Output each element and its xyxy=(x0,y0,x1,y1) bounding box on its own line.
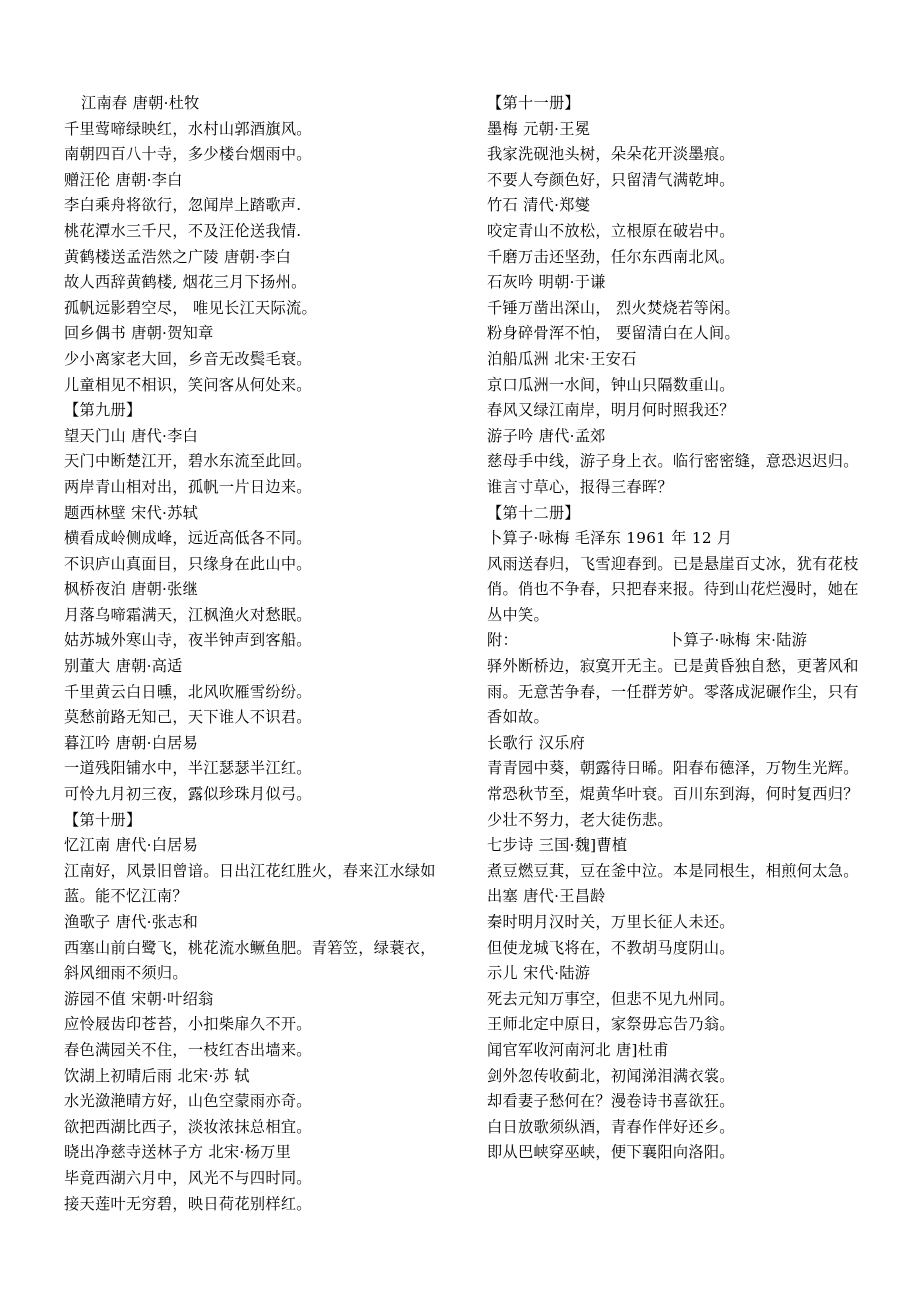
text-line: 接天莲叶无穷碧，映日荷花别样红。 xyxy=(64,1194,312,1213)
text-line: 【第十二册】 xyxy=(487,503,580,522)
text-line: 望天门山 唐代·李白 xyxy=(64,426,199,445)
text-line: 可怜九月初三夜，露似珍珠月似弓。 xyxy=(64,785,312,804)
text-line: 黄鹤楼送孟浩然之广陵 唐朝·李白 xyxy=(64,247,292,266)
text-line: 粉身碎骨浑不怕， 要留清白在人间。 xyxy=(487,324,740,343)
text-line: 斜风细雨不须归。 xyxy=(64,964,188,983)
text-line: 孤帆远影碧空尽， 唯见长江天际流。 xyxy=(64,298,317,317)
text-line: 【第十册】 xyxy=(64,810,142,829)
text-line: 丛中笑。 xyxy=(487,605,549,624)
text-line: 枫桥夜泊 唐朝·张继 xyxy=(64,580,199,599)
text-line: 剑外忽传收蓟北，初闻涕泪满衣裳。 xyxy=(487,1066,735,1085)
text-line: 姑苏城外寒山寺，夜半钟声到客船。 xyxy=(64,631,312,650)
text-line: 俏。俏也不争春，只把春来报。待到山花烂漫时，她在 xyxy=(487,580,859,599)
text-line: 莫愁前路无知己，天下谁人不识君。 xyxy=(64,708,312,727)
text-line: 暮江吟 唐朝·白居易 xyxy=(64,733,199,752)
text-line: 天门中断楚江开，碧水东流至此回。 xyxy=(64,452,312,471)
text-line: 咬定青山不放松，立根原在破岩中。 xyxy=(487,221,735,240)
text-line: 闻官军收河南河北 唐]杜甫 xyxy=(487,1040,669,1059)
text-line: 千里黄云白日曛，北风吹雁雪纷纷。 xyxy=(64,682,312,701)
text-line: 王师北定中原日，家祭毋忘告乃翁。 xyxy=(487,1015,735,1034)
text-line: 应怜屐齿印苍苔，小扣柴扉久不开。 xyxy=(64,1015,312,1034)
text-line: 慈母手中线，游子身上衣。临行密密缝，意恐迟迟归。 xyxy=(487,452,859,471)
text-line: 游园不值 宋朝·叶绍翁 xyxy=(64,989,214,1008)
text-line: 驿外断桥边，寂寞开无主。已是黄昏独自愁，更著风和 xyxy=(487,657,859,676)
text-line: 京口瓜洲一水间，钟山只隔数重山。 xyxy=(487,375,735,394)
text-line: 不要人夸颜色好，只留清气满乾坤。 xyxy=(487,170,735,189)
text-line: 秦时明月汉时关，万里长征人未还。 xyxy=(487,913,735,931)
text-line: 儿童相见不相识，笑问客从何处来。 xyxy=(64,375,312,394)
text-line: 题西林壁 宋代·苏轼 xyxy=(64,503,199,522)
text-line: 长歌行 汉乐府 xyxy=(487,733,586,752)
text-line: 我家洗砚池头树，朵朵花开淡墨痕。 xyxy=(487,145,735,164)
text-line: 墨梅 元朝·王冕 xyxy=(487,119,591,138)
text-line: 西塞山前白鹭飞，桃花流水鳜鱼肥。青箬笠，绿蓑衣， xyxy=(64,938,436,957)
text-line: 青青园中葵，朝露待日晞。阳春布德泽，万物生光辉。 xyxy=(487,759,859,778)
text-line: 欲把西湖比西子，淡妆浓抹总相宜。 xyxy=(64,1117,312,1136)
text-line: 不识庐山真面目，只缘身在此山中。 xyxy=(64,554,312,573)
text-line: 蓝。能不忆江南？ xyxy=(64,887,188,906)
text-line: 石灰吟 明朝·于谦 xyxy=(487,273,606,292)
text-line: 白日放歌须纵酒，青春作伴好还乡。 xyxy=(487,1117,735,1136)
text-line: 毕竟西湖六月中，风光不与四时同。 xyxy=(64,1168,312,1187)
text-line: 死去元知万事空，但悲不见九州同。 xyxy=(487,989,735,1008)
text-line: 香如故。 xyxy=(487,708,549,727)
text-line: 一道残阳铺水中，半江瑟瑟半江红。 xyxy=(64,759,312,778)
text-line: 游子吟 唐代·孟郊 xyxy=(487,426,606,445)
text-line: 但使龙城飞将在，不教胡马度阴山。 xyxy=(487,938,735,957)
text-line: 风雨送春归，飞雪迎春到。已是悬崖百丈冰，犹有花枝 xyxy=(487,554,859,573)
text-line: 南朝四百八十寺，多少楼台烟雨中。 xyxy=(64,145,312,164)
text-line: 煮豆燃豆萁，豆在釜中泣。本是同根生，相煎何太急。 xyxy=(487,861,859,880)
text-line: 千锤万凿出深山， 烈火焚烧若等闲。 xyxy=(487,298,740,317)
text-line: 却看妻子愁何在？漫卷诗书喜欲狂。 xyxy=(487,1092,735,1111)
text-line: 少壮不努力，老大徒伤悲。 xyxy=(487,810,673,829)
text-line: 千磨万击还坚劲，任尔东西南北风。 xyxy=(487,247,735,266)
text-line: 【第九册】 xyxy=(64,401,142,420)
text-line: 江南春 唐朝·杜牧 xyxy=(81,94,200,112)
text-line: 少小离家老大回，乡音无改鬓毛衰。 xyxy=(64,349,312,368)
text-line: 渔歌子 唐代·张志和 xyxy=(64,913,199,931)
text-line: 水光潋滟晴方好，山色空蒙雨亦奇。 xyxy=(64,1092,312,1111)
text-line: 春风又绿江南岸，明月何时照我还？ xyxy=(487,401,735,420)
text-line: 卜算子·咏梅 毛泽东 1961 年 12 月 xyxy=(487,529,733,548)
left-column xyxy=(64,91,460,1217)
text-line: 回乡偶书 唐朝·贺知章 xyxy=(64,324,214,343)
text-line: 两岸青山相对出，孤帆一片日边来。 xyxy=(64,477,312,496)
text-line: 忆江南 唐代·白居易 xyxy=(64,836,199,855)
text-line: 七步诗 三国·魏]曹植 xyxy=(487,836,628,855)
text-line: 月落乌啼霜满天，江枫渔火对愁眠。 xyxy=(64,605,312,624)
appendix-row xyxy=(487,628,879,654)
text-line: 晓出净慈寺送林子方 北宋·杨万里 xyxy=(64,1143,292,1162)
text-line: 千里莺啼绿映红，水村山郭酒旗风。 xyxy=(64,119,312,138)
poem-title: 卜算子·咏梅 宋·陆游 xyxy=(667,631,808,650)
text-line: 谁言寸草心，报得三春晖？ xyxy=(487,477,673,496)
text-line: 桃花潭水三千尺，不及汪伦送我情. xyxy=(64,221,302,240)
text-line: 【第十一册】 xyxy=(487,94,580,112)
text-line: 竹石 清代·郑燮 xyxy=(487,196,591,215)
text-line: 常恐秋节至，焜黄华叶衰。百川东到海，何时复西归？ xyxy=(487,785,859,804)
text-line: 雨。无意苦争春，一任群芳妒。零落成泥碾作尘，只有 xyxy=(487,682,859,701)
text-line: 横看成岭侧成峰，远近高低各不同。 xyxy=(64,529,312,548)
text-line: 示儿 宋代·陆游 xyxy=(487,964,591,983)
right-column xyxy=(487,91,879,1166)
text-line: 故人西辞黄鹤楼, 烟花三月下扬州。 xyxy=(64,273,307,292)
text-line: 即从巴峡穿巫峡，便下襄阳向洛阳。 xyxy=(487,1143,735,1162)
text-line: 赠汪伦 唐朝·李白 xyxy=(64,170,183,189)
text-line: 饮湖上初晴后雨 北宋·苏 轼 xyxy=(64,1066,250,1085)
text-line: 出塞 唐代·王昌龄 xyxy=(487,887,606,906)
text-line: 泊船瓜洲 北宋·王安石 xyxy=(487,349,637,368)
text-line: 春色满园关不住，一枝红杏出墙来。 xyxy=(64,1040,312,1059)
appendix-label: 附： xyxy=(487,631,518,650)
text-line: 李白乘舟将欲行，忽闻岸上踏歌声. xyxy=(64,196,302,215)
text-line: 别董大 唐朝·高适 xyxy=(64,657,183,676)
text-line: 江南好，风景旧曾谙。日出江花红胜火，春来江水绿如 xyxy=(64,861,436,880)
